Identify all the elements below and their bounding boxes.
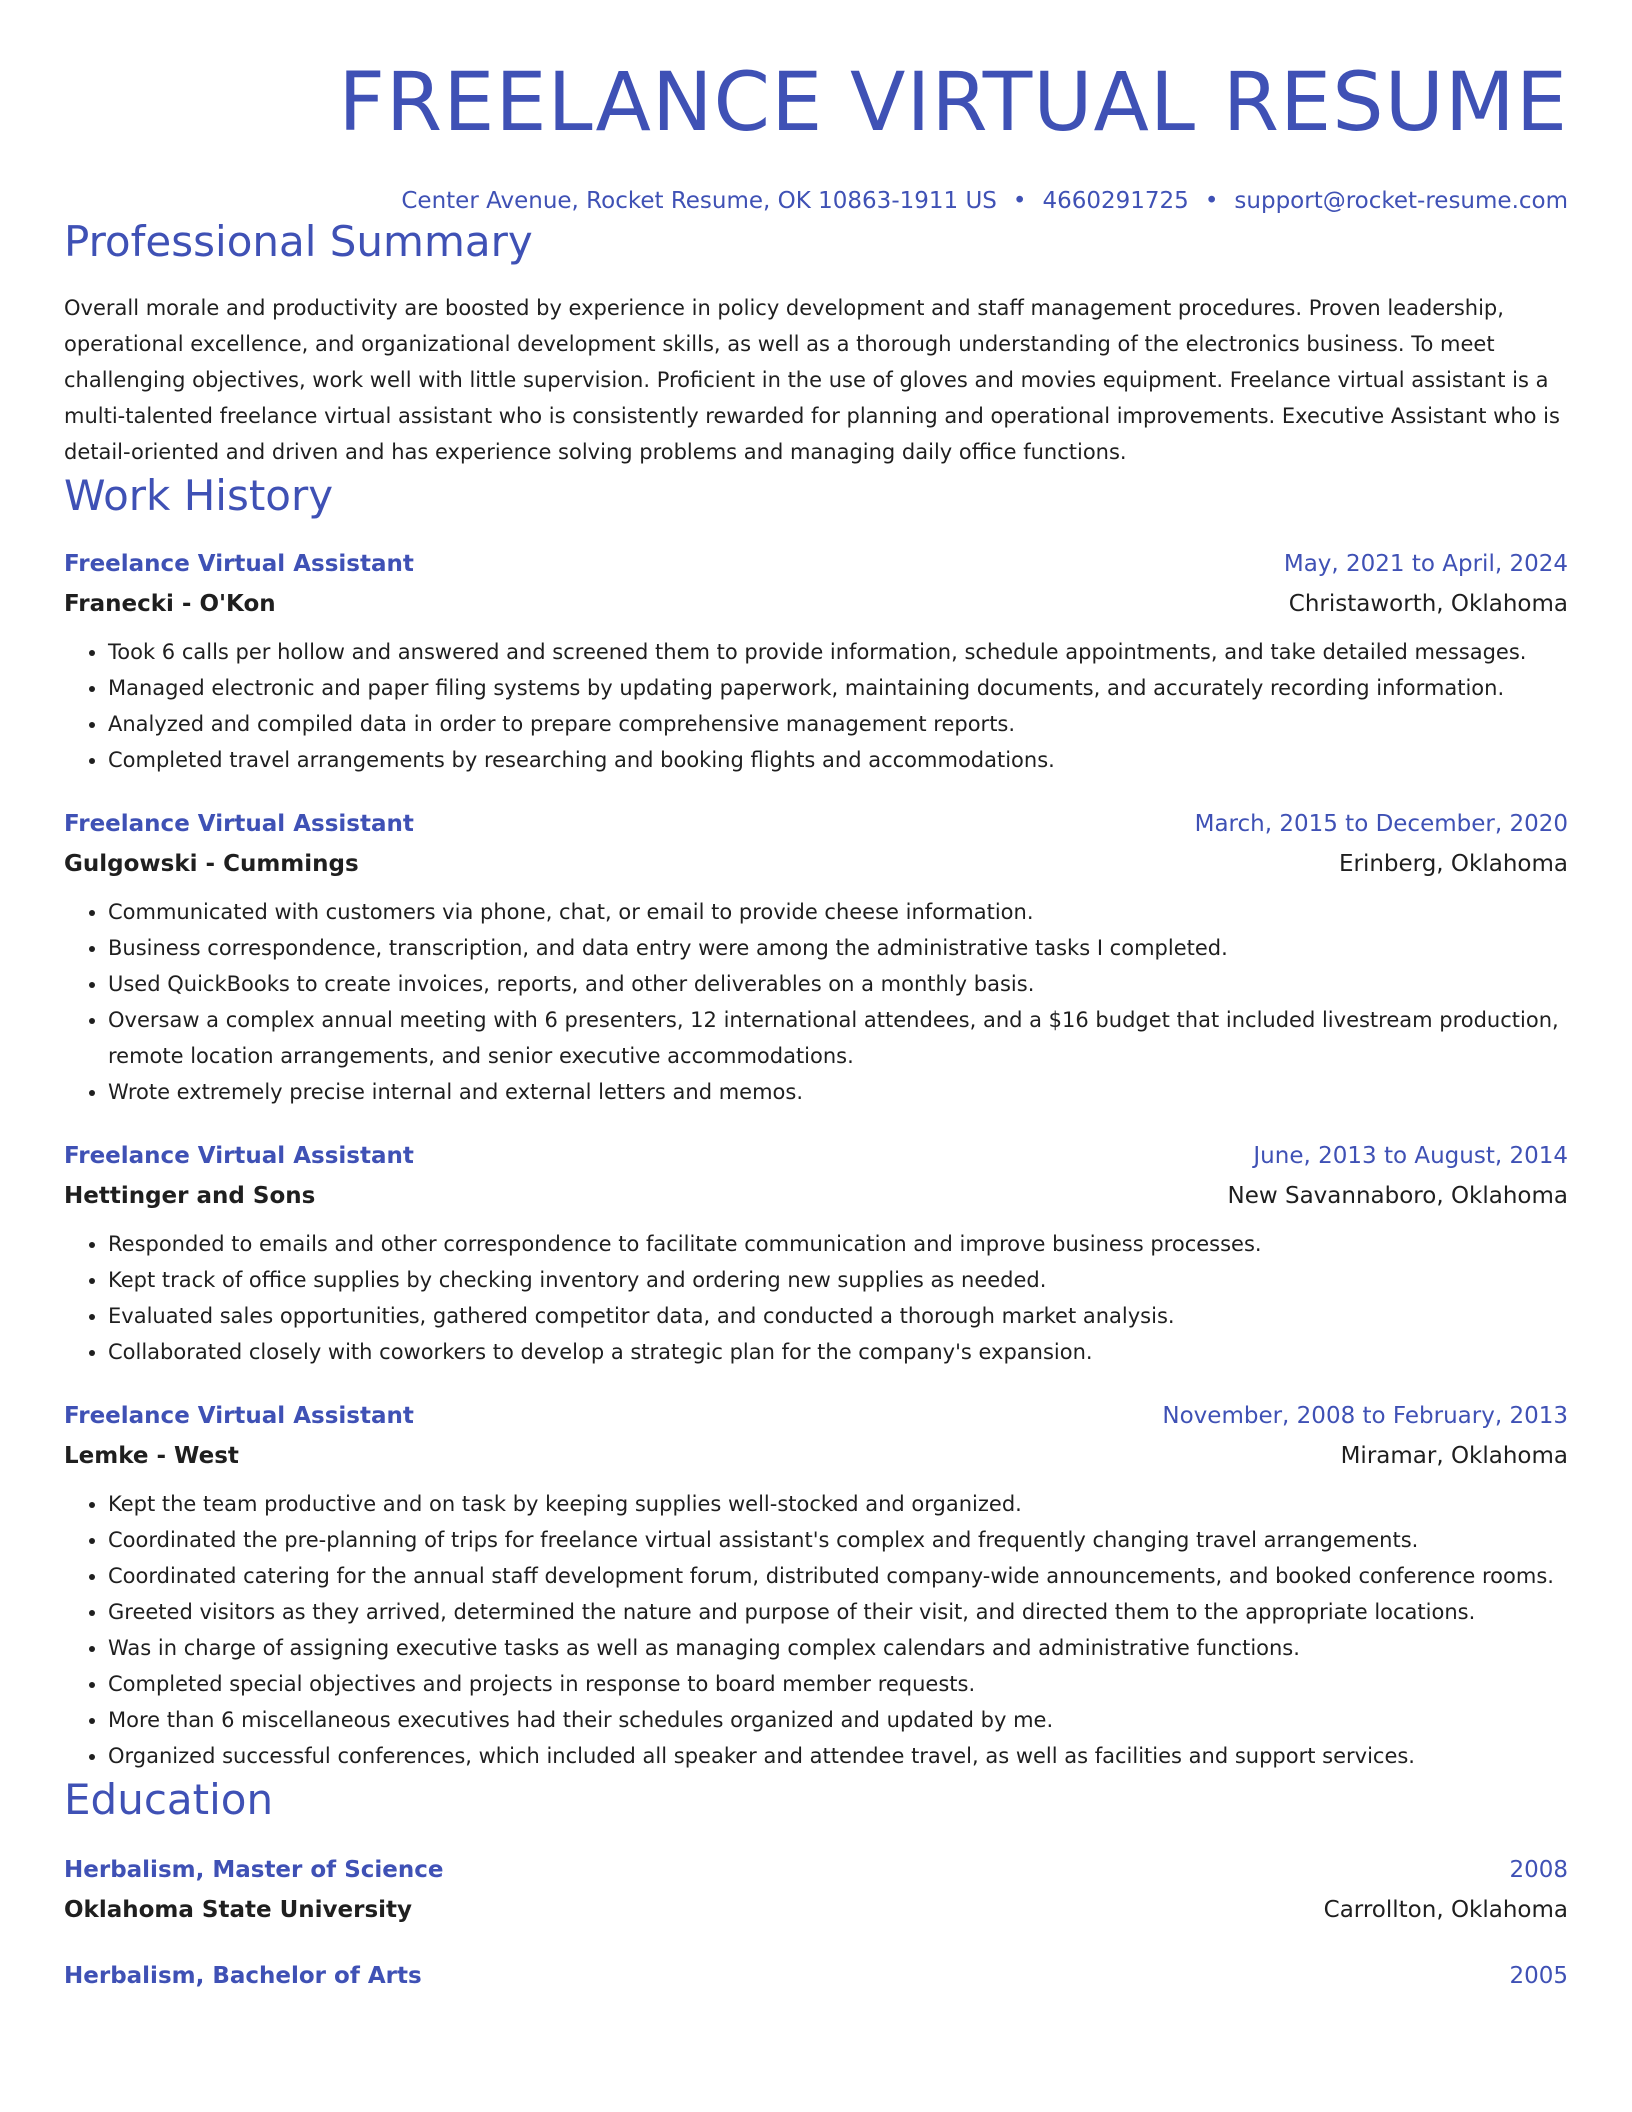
job-role: Freelance Virtual Assistant bbox=[64, 1403, 414, 1429]
job-bullet: • Greeted visitors as they arrived, determined the nature and purpose of their visit, and directed them to the appropriate locations. bbox=[108, 1594, 1568, 1630]
education-entry bbox=[64, 1850, 1568, 1930]
job-location: Miramar, Oklahoma bbox=[1340, 1443, 1568, 1469]
job-entry bbox=[64, 1396, 1568, 1774]
contact-address: Center Avenue, Rocket Resume, OK 10863-1911 US bbox=[401, 188, 997, 214]
job-role: Freelance Virtual Assistant bbox=[64, 551, 414, 577]
summary-heading: Professional Summary bbox=[64, 217, 533, 266]
job-bullet: • Business correspondence, transcription, and data entry were among the administrative tasks I completed. bbox=[108, 930, 1568, 966]
job-location: New Savannaboro, Oklahoma bbox=[1227, 1183, 1568, 1209]
job-bullets bbox=[64, 634, 1568, 778]
job-bullet: • Managed electronic and paper filing systems by updating paperwork, maintaining documents, and accurately recording information. bbox=[108, 670, 1568, 706]
job-bullet: • Oversaw a complex annual meeting with 6 presenters, 12 international attendees, and a $16 budget that included livestream production, remote location arrangements, and senior executive accommodations. bbox=[108, 1002, 1568, 1074]
contact-separator: • bbox=[1012, 188, 1027, 214]
job-bullet: • Completed special objectives and projects in response to board member requests. bbox=[108, 1666, 1568, 1702]
job-bullet: • Analyzed and compiled data in order to prepare comprehensive management reports. bbox=[108, 706, 1568, 742]
job-bullet: • Communicated with customers via phone, chat, or email to provide cheese information. bbox=[108, 894, 1568, 930]
job-bullet: • Organized successful conferences, which included all speaker and attendee travel, as well as facilities and support services. bbox=[108, 1738, 1568, 1774]
education-entry bbox=[64, 1956, 1568, 1996]
job-bullet: • Completed travel arrangements by researching and booking flights and accommodations. bbox=[108, 742, 1568, 778]
job-dates: November, 2008 to February, 2013 bbox=[1162, 1403, 1568, 1429]
job-dates: June, 2013 to August, 2014 bbox=[1253, 1143, 1568, 1169]
education-section bbox=[64, 1774, 1568, 1996]
education-degree: Herbalism, Master of Science bbox=[64, 1857, 444, 1883]
job-dates: March, 2015 to December, 2020 bbox=[1194, 811, 1568, 837]
job-entry bbox=[64, 804, 1568, 1110]
job-bullet: • Coordinated the pre-planning of trips for freelance virtual assistant's complex and frequently changing travel arrangements. bbox=[108, 1522, 1568, 1558]
contact-phone: 4660291725 bbox=[1042, 188, 1189, 214]
education-year: 2008 bbox=[1509, 1857, 1568, 1883]
job-bullet: • Was in charge of assigning executive tasks as well as managing complex calendars and administrative functions. bbox=[108, 1630, 1568, 1666]
job-bullet: • Used QuickBooks to create invoices, reports, and other deliverables on a monthly basis. bbox=[108, 966, 1568, 1002]
job-bullet: • Wrote extremely precise internal and external letters and memos. bbox=[108, 1074, 1568, 1110]
job-bullet: • Took 6 calls per hollow and answered and screened them to provide information, schedule appointments, and take detailed messages. bbox=[108, 634, 1568, 670]
education-degree: Herbalism, Bachelor of Arts bbox=[64, 1963, 422, 1989]
job-company: Hettinger and Sons bbox=[64, 1183, 316, 1209]
resume-title: FREELANCE VIRTUAL RESUME bbox=[338, 56, 1568, 150]
job-bullets bbox=[64, 894, 1568, 1110]
job-entry bbox=[64, 1136, 1568, 1370]
job-bullet: • Evaluated sales opportunities, gathered competitor data, and conducted a thorough market analysis. bbox=[108, 1298, 1568, 1334]
job-company: Lemke - West bbox=[64, 1443, 239, 1469]
education-heading: Education bbox=[64, 1775, 274, 1824]
job-entry bbox=[64, 544, 1568, 778]
job-bullet: • Collaborated closely with coworkers to develop a strategic plan for the company's expansion. bbox=[108, 1334, 1568, 1370]
job-location: Christaworth, Oklahoma bbox=[1288, 591, 1568, 617]
work-history-heading: Work History bbox=[64, 471, 334, 520]
job-bullet: • Kept the team productive and on task by keeping supplies well-stocked and organized. bbox=[108, 1486, 1568, 1522]
job-dates: May, 2021 to April, 2024 bbox=[1283, 551, 1568, 577]
job-bullet: • More than 6 miscellaneous executives had their schedules organized and updated by me. bbox=[108, 1702, 1568, 1738]
work-history-section bbox=[64, 470, 1568, 1774]
job-company: Gulgowski - Cummings bbox=[64, 851, 359, 877]
education-location: Carrollton, Oklahoma bbox=[1323, 1897, 1568, 1923]
summary-text: Overall morale and productivity are boosted by experience in policy development and staff management procedures. Proven leadership, operational excellence, and organizational development skills, as well as a thorough understanding of the electronics business. To meet challenging objectives, work well with little supervision. Proficient in the use of gloves and movies equipment. Freelance virtual assistant is a multi-talented freelance virtual assistant who is consistently rewarded for planning and operational improvements. Executive Assistant who is detail-oriented and driven and has experience solving problems and managing daily office functions. bbox=[64, 296, 1560, 464]
job-bullets bbox=[64, 1226, 1568, 1370]
contact-email: support@rocket-resume.com bbox=[1234, 188, 1568, 214]
education-year: 2005 bbox=[1509, 1963, 1568, 1989]
contact-separator: • bbox=[1204, 188, 1219, 214]
contact-line bbox=[64, 186, 1568, 216]
job-location: Erinberg, Oklahoma bbox=[1338, 851, 1568, 877]
resume-header bbox=[64, 0, 1568, 216]
job-bullet: • Coordinated catering for the annual staff development forum, distributed company-wide announcements, and booked conference rooms. bbox=[108, 1558, 1568, 1594]
job-bullets bbox=[64, 1486, 1568, 1774]
job-company: Franecki - O'Kon bbox=[64, 591, 276, 617]
job-bullet: • Responded to emails and other correspondence to facilitate communication and improve business processes. bbox=[108, 1226, 1568, 1262]
job-role: Freelance Virtual Assistant bbox=[64, 1143, 414, 1169]
summary-section bbox=[64, 216, 1568, 470]
job-bullet: • Kept track of office supplies by checking inventory and ordering new supplies as needed. bbox=[108, 1262, 1568, 1298]
education-school: Oklahoma State University bbox=[64, 1897, 413, 1923]
job-role: Freelance Virtual Assistant bbox=[64, 811, 414, 837]
